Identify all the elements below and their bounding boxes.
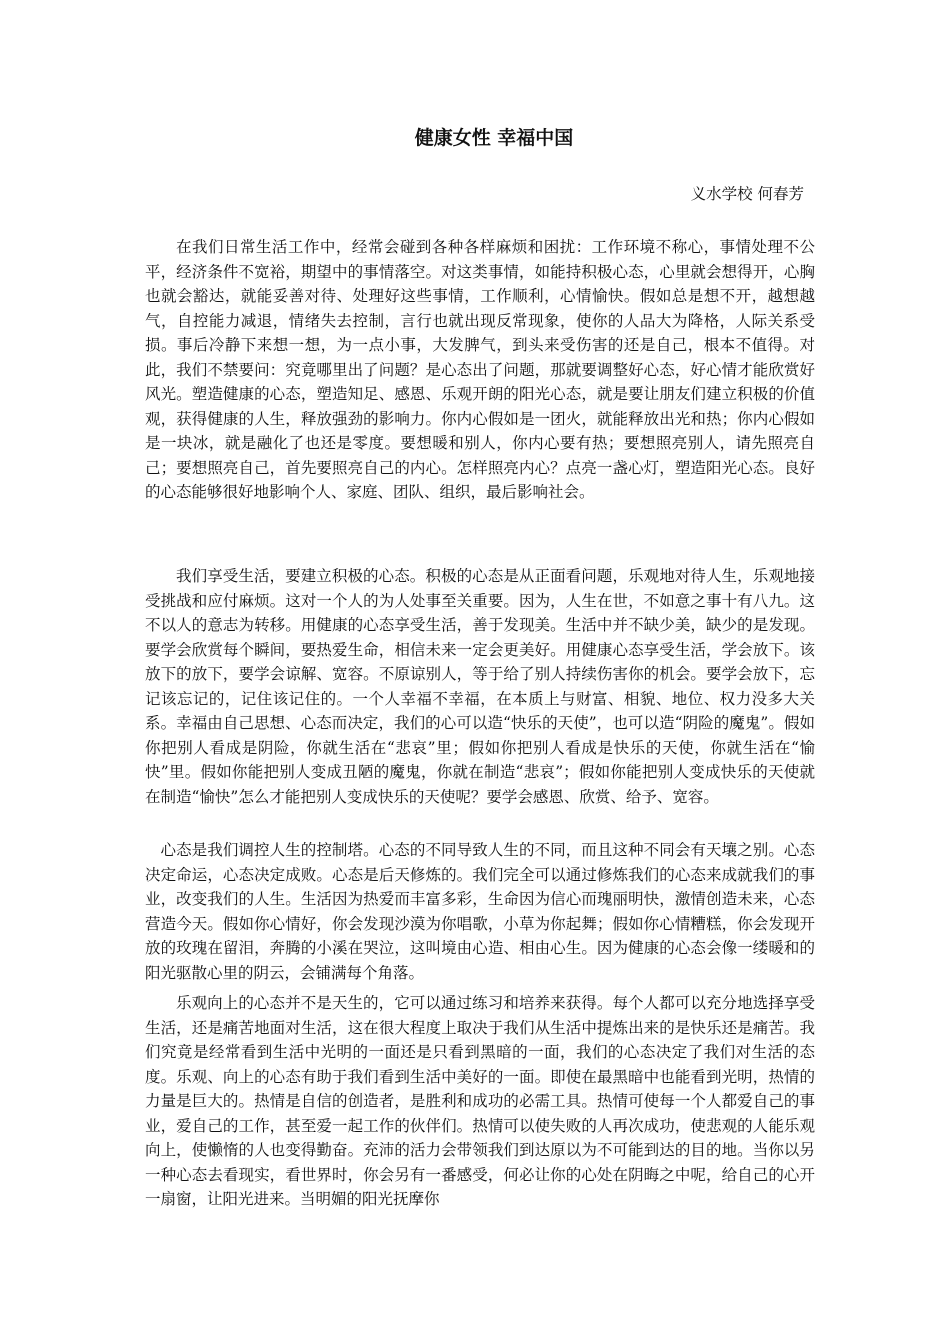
paragraph-2: 我们享受生活，要建立积极的心态。积极的心态是从正面看问题，乐观地对待人生，乐观地接受挑战和应付麻烦。这对一个人的为人处事至关重要。因为，人生在世，不如意之事十有八九。这不以人的意志为转移。用健康的心态享受生活，善于发现美。生活中并不缺少美，缺少的是发现。要学会欣赏每个瞬间，要热爱生命，相信未来一定会更美好。用健康心态享受生活，学会放下。该放下的放下，要学会谅解、宽容。不原谅别人，等于给了别人持续伤害你的机会。要学会放下，忘记该忘记的，记住该记住的。一个人幸福不幸福，在本质上与财富、相貌、地位、权力没多大关系。幸福由自己思想、心态而决定，我们的心可以造“快乐的天使”，也可以造“阴险的魔鬼”。假如你把别人看成是阴险，你就生活在“悲哀”里；假如你把别人看成是快乐的天使，你就生活在“愉快”里。假如你能把别人变成丑陋的魔鬼，你就在制造“悲哀”；假如你能把别人变成快乐的天使就在制造“愉快”怎么才能把别人变成快乐的天使呢？要学会感恩、欣赏、给予、宽容。 [145, 567, 815, 806]
author-byline: 义水学校 何春芳 [690, 185, 804, 203]
paragraph-3: 心态是我们调控人生的控制塔。心态的不同导致人生的不同，而且这种不同会有天壤之别。心态决定命运，心态决定成败。心态是后天修炼的。我们完全可以通过修炼我们的心态来成就我们的事业，改变我们的人生。生活因为热爱而丰富多彩，生命因为信心而瑰丽明快，激情创造未来，心态营造今天。假如你心情好，你会发现沙漠为你唱歌，小草为你起舞；假如你心情糟糕，你会发现开放的玫瑰在留泪，奔腾的小溪在哭泣，这叫境由心造、相由心生。因为健康的心态会像一缕暖和的阳光驱散心里的阴云，会铺满每个角落。 [145, 841, 815, 982]
document-title: 健康女性 幸福中国 [414, 127, 574, 149]
paragraph-1: 在我们日常生活工作中，经常会碰到各种各样麻烦和困扰：工作环境不称心，事情处理不公平，经济条件不宽裕，期望中的事情落空。对这类事情，如能持积极心态，心里就会想得开，心胸也就会豁达，就能妥善对待、处理好这些事情，工作顺利，心情愉快。假如总是想不开，越想越气，自控能力减退，情绪失去控制，言行也就出现反常现象，使你的人品大为降格，人际关系受损。事后冷静下来想一想，为一点小事，大发脾气，到头来受伤害的还是自己，根本不值得。对此，我们不禁要问：究竟哪里出了问题？是心态出了问题，那就要调整好心态，好心情才能欣赏好风光。塑造健康的心态，塑造知足、感恩、乐观开朗的阳光心态，就是要让朋友们建立积极的价值观，获得健康的人生，释放强劲的影响力。你内心假如是一团火，就能释放出光和热；你内心假如是一块冰，就是融化了也还是零度。要想暖和别人，你内心要有热；要想照亮别人，请先照亮自己；要想照亮自己，首先要照亮自己的内心。怎样照亮内心？点亮一盏心灯，塑造阳光心态。良好的心态能够很好地影响个人、家庭、团队、组织，最后影响社会。 [145, 238, 815, 501]
paragraph-4: 乐观向上的心态并不是天生的，它可以通过练习和培养来获得。每个人都可以充分地选择享受生活，还是痛苦地面对生活，这在很大程度上取决于我们从生活中提炼出来的是快乐还是痛苦。我们究竟是经常看到生活中光明的一面还是只看到黑暗的一面，我们的心态决定了我们对生活的态度。乐观、向上的心态有助于我们看到生活中美好的一面。即使在最黑暗中也能看到光明，热情的力量是巨大的。热情是自信的创造者，是胜利和成功的必需工具。热情可使每一个人都爱自己的事业，爱自己的工作，甚至爱一起工作的伙伴们。热情可以使失败的人再次成功，使悲观的人能乐观向上，使懒惰的人也变得勤奋。充沛的活力会带领我们到达原以为不可能到达的目的地。当你以另一种心态去看现实，看世界时，你会另有一番感受，何必让你的心处在阴晦之中呢，给自己的心开一扇窗，让阳光进来。当明媚的阳光抚摩你 [145, 994, 815, 1208]
